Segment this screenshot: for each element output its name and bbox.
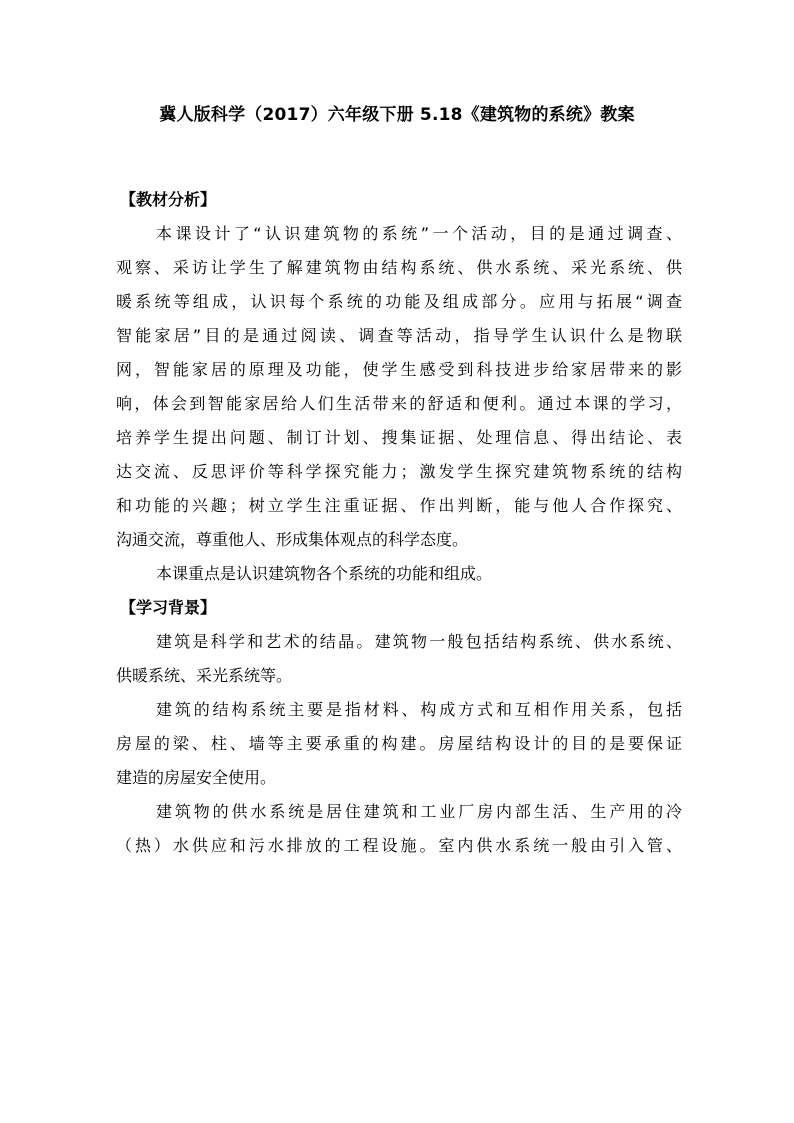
paragraph-textbook-analysis xyxy=(116,217,682,557)
text-line: 网，智能家居的原理及功能，使学生感受到科技进步给家居带来的影 xyxy=(116,360,682,379)
text-line: 暖系统等组成，认识每个系统的功能及组成部分。应用与拓展“调查 xyxy=(116,292,682,311)
text-line: 房屋的梁、柱、墙等主要承重的构建。房屋结构设计的目的是要保证 xyxy=(116,734,682,753)
paragraph-structure-system xyxy=(116,693,682,795)
document-body xyxy=(116,183,682,863)
text-line: （热）水供应和污水排放的工程设施。室内供水系统一般由引入管、 xyxy=(116,836,682,855)
text-line: 建筑物的供水系统是居住建筑和工业厂房内部生活、生产用的冷 xyxy=(156,802,682,821)
text-line: 培养学生提出问题、制订计划、搜集证据、处理信息、得出结论、表 xyxy=(116,428,682,447)
text-line: 建造的房屋安全使用。 xyxy=(116,768,277,787)
text-line: 沟通交流，尊重他人、形成集体观点的科学态度。 xyxy=(116,530,469,549)
paragraph-key-point xyxy=(116,557,682,591)
text-line: 观察、采访让学生了解建筑物由结构系统、供水系统、采光系统、供 xyxy=(116,258,682,277)
document-title: 冀人版科学（2017）六年级下册 5.18《建筑物的系统》教案 xyxy=(159,105,635,125)
text-line: 智能家居”目的是通过阅读、调查等活动，指导学生认识什么是物联 xyxy=(116,326,682,345)
paragraph-architecture-intro xyxy=(116,625,682,693)
text-line: 本课设计了“认识建筑物的系统”一个活动，目的是通过调查、 xyxy=(156,224,682,243)
text-line: 建筑的结构系统主要是指材料、构成方式和互相作用关系，包括 xyxy=(156,700,682,719)
section-heading-learning-background: 【学习背景】 xyxy=(120,598,217,617)
paragraph-water-supply-system xyxy=(116,795,682,863)
text-line: 和功能的兴趣；树立学生注重证据、作出判断，能与他人合作探究、 xyxy=(116,496,682,515)
text-line: 建筑是科学和艺术的结晶。建筑物一般包括结构系统、供水系统、 xyxy=(156,632,682,651)
text-line: 响，体会到智能家居给人们生活带来的舒适和便利。通过本课的学习， xyxy=(116,394,682,413)
text-line: 供暖系统、采光系统等。 xyxy=(116,666,293,685)
section-heading-textbook-analysis: 【教材分析】 xyxy=(120,190,217,209)
text-line: 达交流、反思评价等科学探究能力；激发学生探究建筑物系统的结构 xyxy=(116,462,682,481)
text-line: 本课重点是认识建筑物各个系统的功能和组成。 xyxy=(156,564,493,583)
